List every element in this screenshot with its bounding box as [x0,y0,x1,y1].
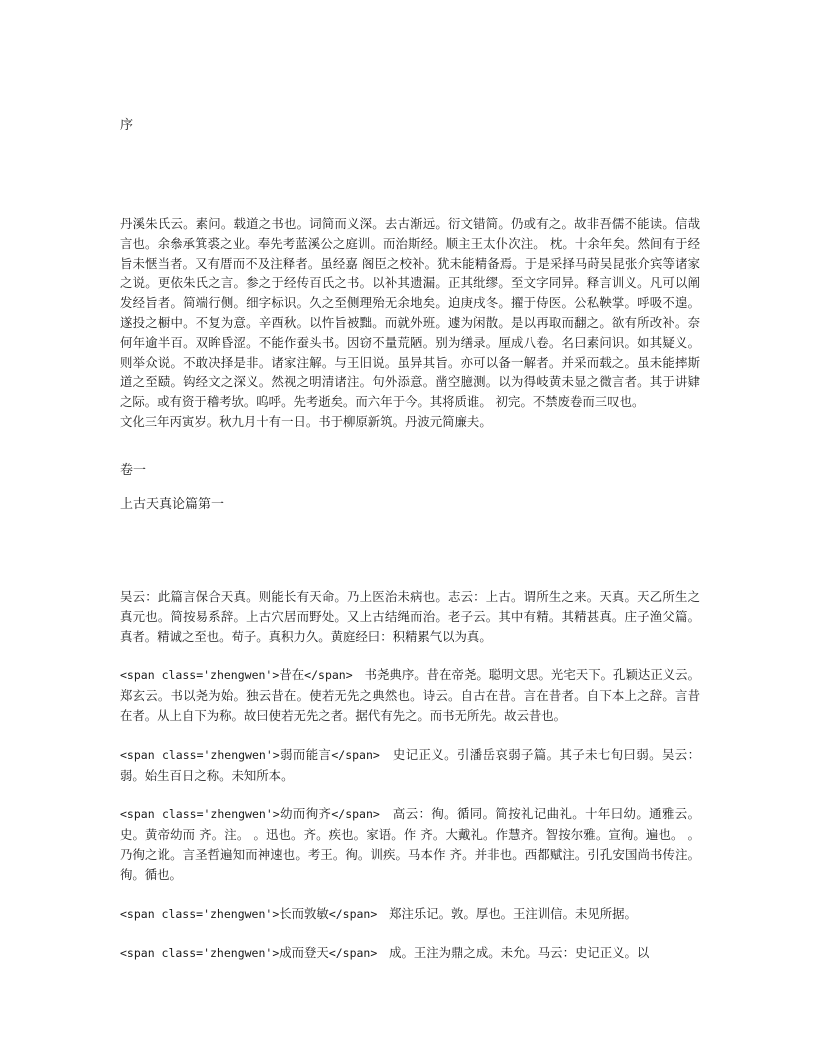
entry-open-tag: <span class='zhengwen'> [120,946,280,961]
preface-section [120,214,700,432]
entry-open-tag: <span class='zhengwen'> [120,807,280,822]
entry-term: 成而登天 [279,945,329,961]
entry-term: 弱而能言 [279,746,332,762]
commentary-entry [120,665,700,725]
volume-heading: 卷一 [120,463,147,478]
commentary-entry [120,943,700,964]
entry-open-tag: <span class='zhengwen'> [120,747,280,762]
commentary-entry [120,745,700,786]
entry-text: 郑注乐记。敦。厚也。王注训信。未见所据。 [389,905,637,921]
preface-heading: 序 [120,118,134,133]
entry-term: 幼而徇齐 [279,806,332,822]
entry-term: 昔在 [279,667,305,683]
commentary-entry [120,904,700,925]
preface-dateline: 文化三年丙寅岁。秋九月十有一日。书于柳原新筑。丹波元简廉夫。 [120,413,492,429]
entry-open-tag: <span class='zhengwen'> [120,668,280,683]
commentary-section [120,587,700,964]
entry-text: 成。王注为鼎之成。未允。马云：史记正义。以 [389,945,650,961]
entry-text: 高云：徇。循同。简按礼记曲礼。十年曰幼。通雅云。史。黄帝幼而 齐。注。 。迅也。齐。疾也。家语。作 齐。大戴礼。作慧齐。智按尔雅。宣徇。遍也。 。乃徇之讹。言圣哲遍知而神速也。考王。徇。训疾。马本作 齐。并非也。西都赋注。引孔安国尚书传注。徇。循也。 [120,806,701,882]
entry-close-tag: </span> [328,946,378,961]
entry-close-tag: </span> [331,747,380,762]
preface-body: 丹溪朱氏云。素问。载道之书也。词简而义深。去古渐远。衍文错简。仍或有之。故非吾儒不能读。信哉言也。余叅承箕裘之业。奉先考蓝溪公之庭训。而治斯经。顺主王太仆次注。 枕。十余年矣。然间有于经旨未惬当者。又有厝而不及注释者。虽经嘉 阁臣之校补。犹未能精备焉。于是采择马莳吴昆张介宾等诸家之说。更依朱氏之言。参之于经传百氏之书。以补其遗漏。正其纰缪。至文字同异。释言训义。凡可以阐发经旨者。简端行侧。细字标识。久之至侧理殆无余地矣。迫庚戌冬。擢于侍医。公私鞅掌。呼吸不遑。遂投之橱中。不复为意。辛酉秋。以忤旨被黜。而就外班。遽为闲散。是以再取而翻之。欲有所改补。奈何年逾半百。双眸昏涩。不能作蚕头书。因窃不量荒陋。别为缮录。厘成八卷。名曰素问识。如其疑义。则举众说。不敢决择是非。诸家注解。与王旧说。虽异其旨。亦可以备一解者。并采而载之。虽未能摔斯道之至赜。钩经文之深义。然视之明清诸注。句外添意。凿空臆测。以为得岐黄未显之微言者。其于讲肄之际。或有资于稽考欤。呜呼。先考逝矣。而六年于今。其将质谁。 初完。不禁废卷而三叹也。 [120,216,700,410]
entry-text: 书尧典序。昔在帝尧。聪明文思。光宅天下。孔颖达正义云。郑玄云。书以尧为始。独云昔在。使若无先之典然也。诗云。自古在昔。言在昔者。自下本上之辞。言昔在者。从上自下为称。故曰使若无先之者。据代有先之。而书无所先。故云昔也。 [120,667,700,723]
entry-text: 史记正义。引潘岳哀弱子篇。其子未七旬曰弱。吴云：弱。始生百日之称。未知所本。 [120,746,701,783]
entry-term: 长而敦敏 [279,905,329,921]
entry-close-tag: </span> [328,906,378,921]
chapter-heading: 上古天真论篇第一 [120,497,225,512]
commentary-entry [120,804,700,884]
entry-open-tag: <span class='zhengwen'> [120,906,280,921]
entry-close-tag: </span> [331,807,380,822]
commentary-intro: 吴云：此篇言保合天真。则能长有天命。乃上医治未病也。志云：上古。谓所生之来。天真。天乙所生之真元也。简按易系辞。上古穴居而野处。又上古结绳而治。老子云。其中有精。其精甚真。庄子渔父篇。真者。精诚之至也。荀子。真积力久。黄庭经曰：积精累气以为真。 [120,589,700,644]
entry-close-tag: </span> [304,668,353,683]
